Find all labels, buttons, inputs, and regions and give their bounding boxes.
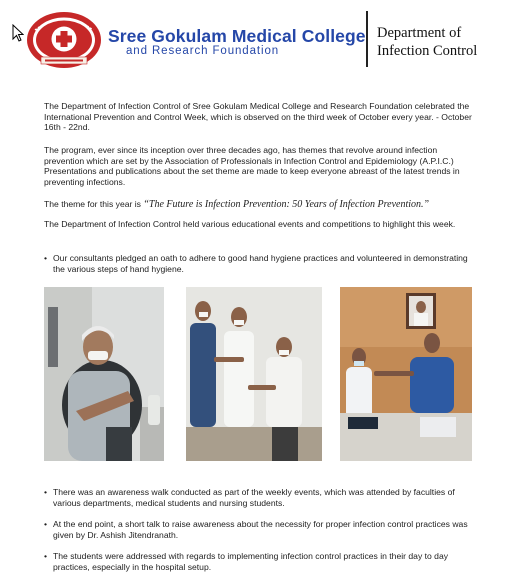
office-pledge-photo bbox=[340, 287, 472, 461]
department-line-2: Infection Control bbox=[377, 43, 478, 59]
department-title bbox=[377, 24, 477, 60]
college-name: Sree Gokulam Medical College bbox=[108, 26, 366, 46]
college-subtitle: and Research Foundation bbox=[126, 45, 280, 57]
bullet-list-top bbox=[44, 253, 476, 274]
letterhead bbox=[0, 0, 510, 80]
bullet-text: There was an awareness walk conducted as part of the weekly events, which was attended by faculties of various departments, medical students and nursing students. bbox=[53, 487, 455, 508]
list-item bbox=[44, 519, 476, 540]
theme-intro: The theme for this year is bbox=[44, 199, 144, 209]
header-divider bbox=[366, 11, 368, 67]
seated-consultant-photo bbox=[44, 287, 164, 461]
bullet-point-icon: • bbox=[44, 551, 48, 562]
list-item bbox=[44, 253, 476, 274]
list-item bbox=[44, 551, 476, 572]
bullet-text: Our consultants pledged an oath to adhere to good hand hygiene practices and volunteered in demonstrating the various steps of hand hygiene. bbox=[53, 253, 468, 274]
department-line-1: Department of bbox=[377, 25, 462, 41]
bullet-list-bottom bbox=[44, 487, 476, 584]
bullet-text: The students were addressed with regards to implementing infection control practices in their day to day practices, especially in the hospital setup. bbox=[53, 551, 449, 572]
intro-paragraph: The Department of Infection Control of Sree Gokulam Medical College and Research Foundation celebrated the International Prevention and Control Week, which is observed on the third week of October every year. - October 16th - 22nd. bbox=[44, 101, 472, 133]
college-seal-logo bbox=[25, 10, 103, 70]
program-paragraph: The program, ever since its inception over three decades ago, has themes that revolve around infection prevention which are set by the Association of Professionals in Infection Control and Epidemiology (A.P.I.C.) Presentations and publications about the set theme are made to keep everyone abreast of the latest trends in preventing infections. bbox=[44, 145, 460, 187]
bullet-point-icon: • bbox=[44, 519, 48, 530]
bullet-text: At the end point, a short talk to raise awareness about the necessity for proper infection control practices was given by Dr. Ashish Jitendranath. bbox=[53, 519, 468, 540]
bullet-point-icon: • bbox=[44, 253, 48, 263]
bullet-point-icon: • bbox=[44, 487, 48, 497]
theme-quote: “The Future is Infection Prevention: 50 Years of Infection Prevention.” bbox=[143, 199, 430, 210]
list-item bbox=[44, 487, 476, 508]
theme-paragraph bbox=[44, 199, 476, 211]
group-pledge-photo bbox=[186, 287, 322, 461]
events-paragraph: The Department of Infection Control held various educational events and competitions to highlight this week. bbox=[44, 219, 456, 229]
